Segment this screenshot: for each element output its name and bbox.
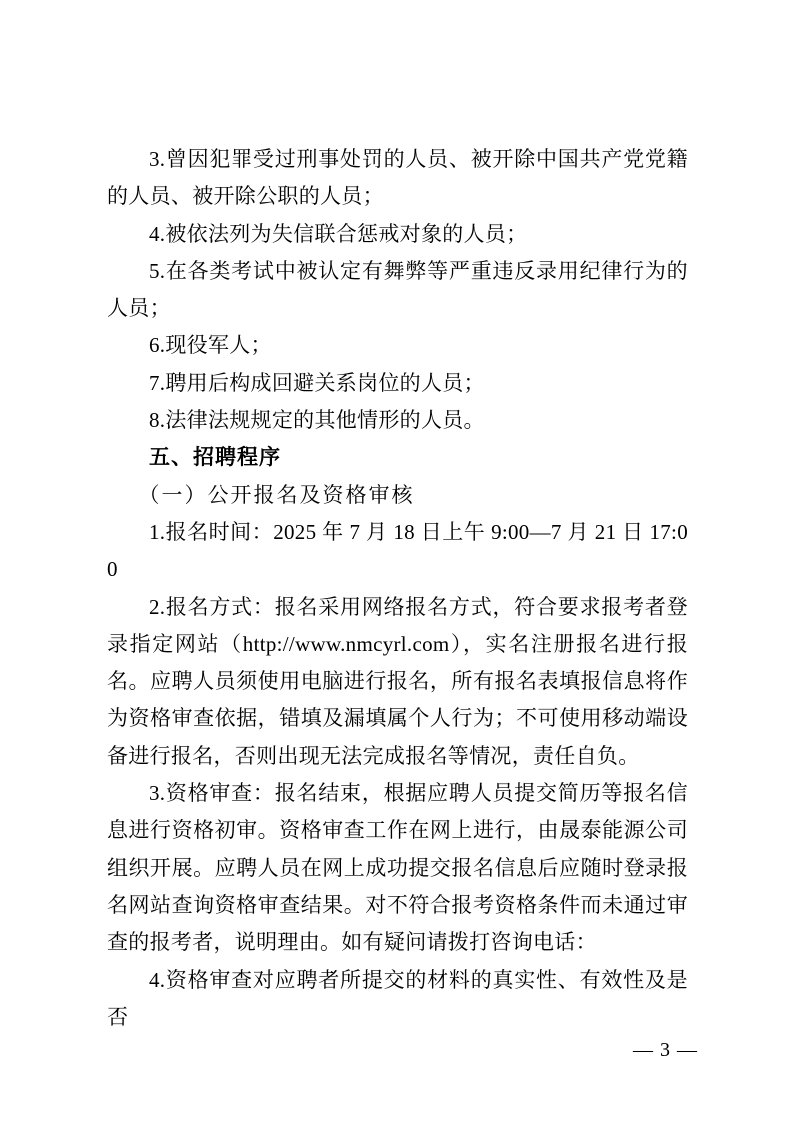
section-heading-recruitment-procedure: 五、招聘程序 bbox=[149, 446, 281, 470]
list-item-6-active-military: 6.现役军人； bbox=[149, 333, 272, 358]
list-item-7-avoidance-relation: 7.聘用后构成回避关系岗位的人员； bbox=[149, 370, 485, 395]
para-qualification-review: 3.资格审查：报名结束，根据应聘人员提交简历等报名信息进行资格初审。资格审查工作在网上进行，由晟泰能源公司组织开展。应聘人员在网上成功提交报名信息后应随时登录报名网站查询资格审查结果。对不符合报考资格条件而未通过审查的报考者，说明理由。如有疑问请拨打咨询电话： bbox=[107, 781, 688, 955]
list-item-4-dishonesty-list: 4.被依法列为失信联合惩戒对象的人员； bbox=[149, 221, 528, 246]
list-item-8-other-circumstances: 8.法律法规规定的其他情形的人员。 bbox=[149, 408, 485, 433]
list-item-5-exam-cheating: 5.在各类考试中被认定有舞弊等严重违反录用纪律行为的人员； bbox=[107, 258, 688, 321]
list-item-3-criminal-record: 3.曾因犯罪受过刑事处罚的人员、被开除中国共产党党籍的人员、被开除公职的人员； bbox=[107, 147, 688, 209]
para-registration-method: 2.报名方式：报名采用网络报名方式，符合要求报考者登录指定网站（http://www.nmcyrl.com），实名注册报名进行报名。应聘人员须使用电脑进行报名，所有报名表填报信息将作为资格审查依据，错填及漏填属个人行为；不可使用移动端设备进行报名，否则出现无法完成报名等情况，责任自负。 bbox=[107, 594, 688, 768]
document-body bbox=[107, 141, 688, 1036]
para-registration-time: 1.报名时间：2025 年 7 月 18 日上午 9:00—7 月 21 日 17:00 bbox=[107, 519, 688, 582]
page-number: — 3 — bbox=[633, 1039, 698, 1061]
subsection-heading-registration-and-qualification: （一）公开报名及资格审核 bbox=[138, 482, 415, 507]
para-qualification-review-materials: 4.资格审查对应聘者所提交的材料的真实性、有效性及是否 bbox=[107, 967, 688, 1029]
